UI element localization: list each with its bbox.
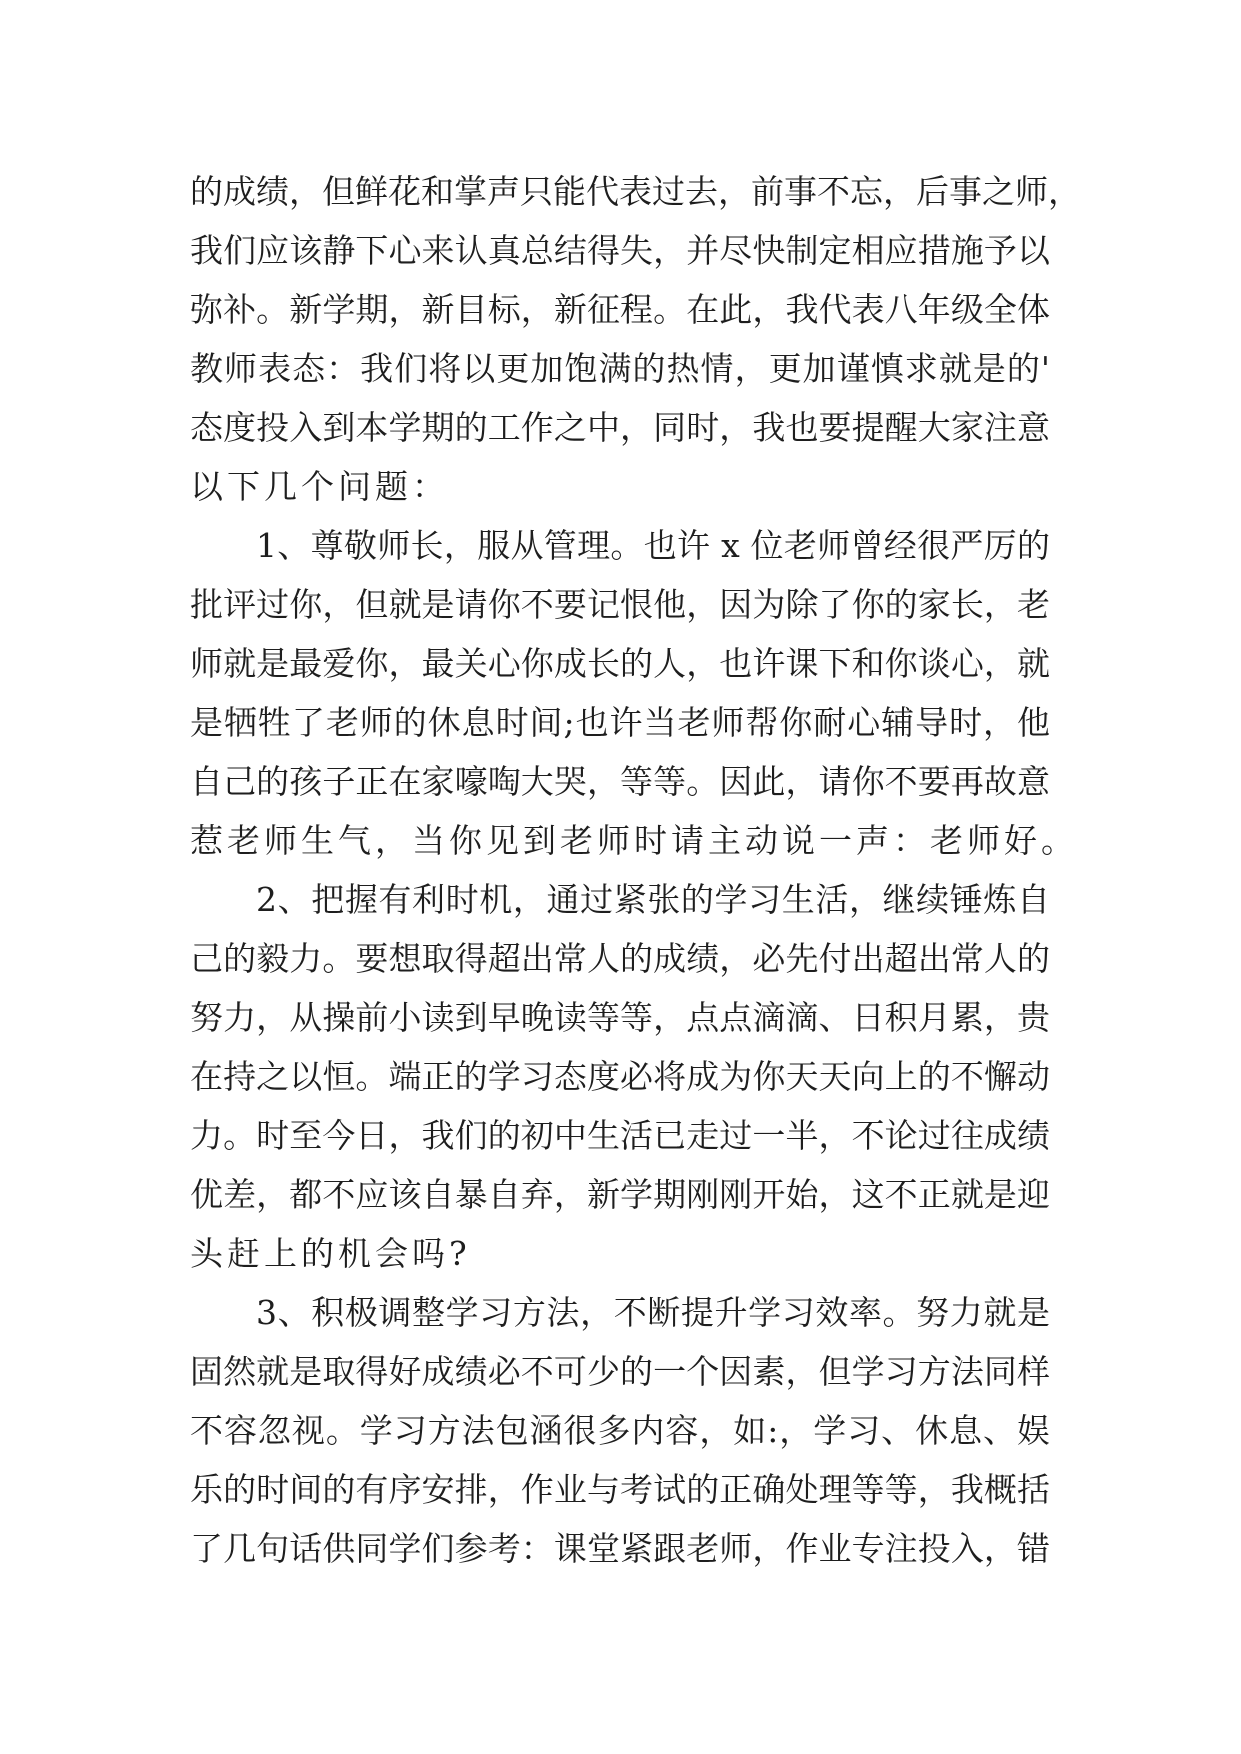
text-line: 力。时至今日，我们的初中生活已走过一半，不论过往成绩 bbox=[190, 1116, 1050, 1155]
text-line: 固然就是取得好成绩必不可少的一个因素，但学习方法同样 bbox=[190, 1352, 1050, 1391]
text-line: 批评过你，但就是请你不要记恨他，因为除了你的家长，老 bbox=[190, 585, 1050, 624]
text-line: 2、把握有利时机，通过紧张的学习生活，继续锤炼自 bbox=[256, 880, 1050, 919]
text-line: 乐的时间的有序安排，作业与考试的正确处理等等，我概括 bbox=[190, 1470, 1050, 1509]
text-line: 自己的孩子正在家嚎啕大哭，等等。因此，请你不要再故意 bbox=[190, 762, 1050, 801]
text-line: 不容忽视。学习方法包涵很多内容，如:，学习、休息、娱 bbox=[190, 1411, 1050, 1450]
document-body bbox=[190, 162, 1081, 1578]
text-line: 教师表态：我们将以更加饱满的热情，更加谨慎求就是的' bbox=[190, 349, 1050, 388]
text-line: 己的毅力。要想取得超出常人的成绩，必先付出超出常人的 bbox=[190, 939, 1050, 978]
text-line: 3、积极调整学习方法，不断提升学习效率。努力就是 bbox=[256, 1293, 1050, 1332]
text-line: 了几句话供同学们参考：课堂紧跟老师，作业专注投入，错 bbox=[190, 1529, 1050, 1568]
text-line: 弥补。新学期，新目标，新征程。在此，我代表八年级全体 bbox=[190, 290, 1050, 329]
text-line: 的成绩，但鲜花和掌声只能代表过去，前事不忘，后事之师， bbox=[190, 172, 1081, 211]
text-line: 优差，都不应该自暴自弃，新学期刚刚开始，这不正就是迎 bbox=[190, 1175, 1050, 1214]
text-line: 1、尊敬师长，服从管理。也许 x 位老师曾经很严厉的 bbox=[256, 526, 1050, 565]
text-line: 惹老师生气，当你见到老师时请主动说一声：老师好。 bbox=[190, 821, 1078, 860]
text-line: 师就是最爱你，最关心你成长的人，也许课下和你谈心，就 bbox=[190, 644, 1050, 683]
text-line: 态度投入到本学期的工作之中，同时，我也要提醒大家注意 bbox=[190, 408, 1050, 447]
text-line: 我们应该静下心来认真总结得失，并尽快制定相应措施予以 bbox=[190, 231, 1050, 270]
text-line: 努力，从操前小读到早晚读等等，点点滴滴、日积月累，贵 bbox=[190, 998, 1050, 1037]
text-line: 以下几个问题： bbox=[190, 467, 449, 506]
text-line: 头赶上的机会吗? bbox=[190, 1234, 471, 1273]
text-line: 是牺牲了老师的休息时间;也许当老师帮你耐心辅导时，他 bbox=[190, 703, 1050, 742]
text-line: 在持之以恒。端正的学习态度必将成为你天天向上的不懈动 bbox=[190, 1057, 1050, 1096]
